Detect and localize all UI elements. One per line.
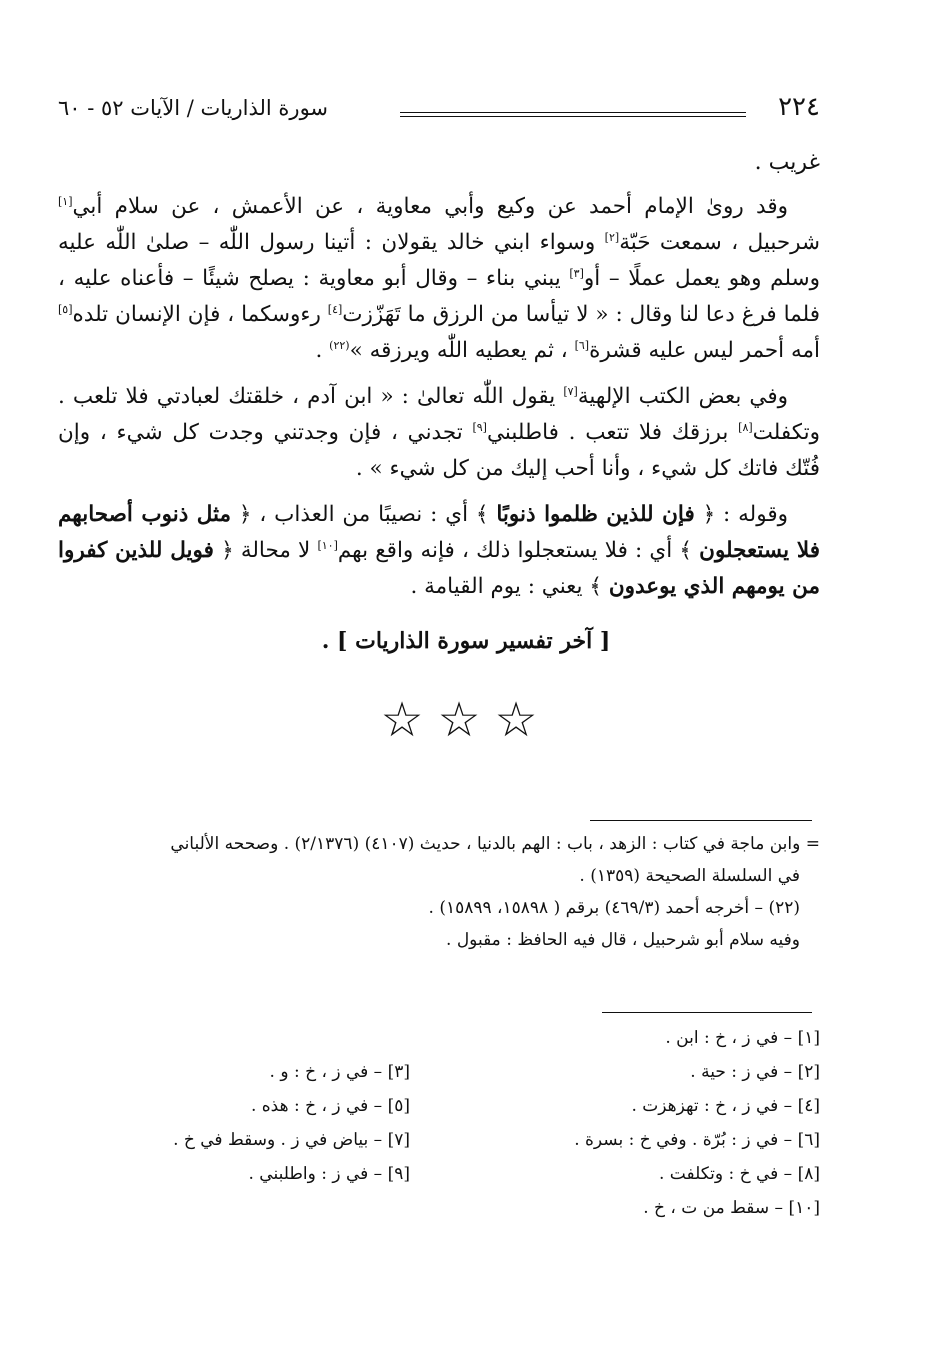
variant-note: [١] – في ز ، خ : ابن .	[665, 1028, 820, 1048]
text-run: ﴾ أي : نصيبًا من العذاب ، ﴿	[231, 502, 497, 527]
variant-row	[58, 1028, 820, 1062]
variants-rule	[602, 1012, 812, 1013]
footnote-line: = وابن ماجة في كتاب : الزهد ، باب : الهم بالدنيا ، حديث (٤١٠٧) (٢/١٣٧٦) . وصححه الألباني	[170, 834, 820, 854]
variant-note: [٤] – في ز ، خ : تهزهزت .	[631, 1096, 820, 1116]
text-run: شرحبيل ، سمعت حَبّة	[619, 230, 820, 255]
footnote-mark: [٦]	[574, 338, 590, 352]
text-run: يقول اللّٰه تعالىٰ : « ابن آدم ، خلقتك لعبادتي فلا تلعب . وتكفلت	[58, 384, 821, 445]
variant-note: [٨] – في خ : وتكلفت .	[659, 1164, 820, 1184]
variant-row	[58, 1198, 820, 1232]
footnote-mark: [١]	[58, 194, 73, 208]
text-run: رءوسكما ، فإن الإنسان تلده	[72, 302, 328, 327]
running-title: سورة الذاريات / الآيات ٥٢ - ٦٠	[58, 96, 329, 120]
variant-note: [٩] – في ز : واطلبني .	[248, 1164, 410, 1184]
text-run: ، ثم يعطيه اللّٰه ويرزقه »	[349, 338, 575, 363]
variant-row	[58, 1164, 820, 1198]
footnotes	[58, 828, 820, 956]
page-number: ٢٢٤	[778, 92, 820, 122]
paragraph-hadith	[58, 189, 820, 369]
variant-note: [٧] – بياض في ز . وسقط في خ .	[173, 1130, 410, 1150]
footnote-line: في السلسلة الصحيحة (١٣٥٩) .	[579, 866, 800, 886]
footnote-mark: [٧]	[563, 384, 578, 398]
paragraph-divine-books	[58, 379, 820, 487]
text-run: وقوله : ﴿	[694, 502, 788, 527]
variant-row	[58, 1062, 820, 1096]
variant-note: [٥] – في ز ، خ : هذه .	[250, 1096, 410, 1116]
footnote-line: (٢٢) – أخرجه أحمد (٤٦٩/٣) برقم ( ١٥٨٩٨، ١٥٨٩٩) .	[428, 898, 800, 918]
text-run: يبني بناء – وقال أبو معاوية : يصلح شيئًا – فأعناه عليه ، فلما فرغ دعا لنا وقال : « لا تيأسا من الرزق ما تَهَزّزت	[58, 266, 820, 327]
footnote-mark: [٣]	[569, 266, 584, 280]
text-run: ﴾ يعني : يوم القيامة .	[410, 574, 609, 599]
paragraph-tafsir	[58, 497, 820, 605]
text-run: وقد روىٰ الإمام أحمد عن وكيع وأبي معاوية ، عن الأعمش ، عن سلام أبي	[72, 194, 788, 219]
main-text	[58, 150, 820, 615]
text-run: تجدني ، فإن وجدتني وجدت كل شيء ، وإن فُتّك فاتك كل شيء ، وأنا أحب إليك من كل شيء » .	[58, 420, 820, 481]
variant-note: [٦] – في ز : بُرّة . وفي خ : بسرة .	[574, 1130, 820, 1150]
footnote-mark: [٥]	[58, 302, 73, 316]
footnote-mark: [٩]	[472, 420, 487, 434]
text-run: وفي بعض الكتب الإلهية	[577, 384, 788, 409]
text-run: ﴾ أي : فلا يستعجلوا ذلك ، فإنه واقع بهم	[337, 538, 700, 563]
manuscript-variants	[58, 1028, 820, 1232]
variant-note: [٣] – في ز ، خ : و .	[269, 1062, 410, 1082]
text-run: وسواء ابني خالد يقولان : أتينا رسول اللّٰه – صلىٰ اللّٰه عليه وسلم وهو يعمل عملًا – أو	[58, 230, 820, 291]
footnote-rule	[590, 820, 812, 821]
text-run: .	[315, 338, 330, 363]
footnote-mark: [٤]	[327, 302, 343, 316]
page-header	[58, 92, 820, 132]
footnote-mark: [١٠]	[317, 538, 338, 552]
variant-row	[58, 1130, 820, 1164]
text-line: غريب .	[754, 150, 820, 175]
variant-note: [٢] – في ز : حية .	[690, 1062, 820, 1082]
footnote-mark: (٢٢)	[329, 338, 350, 352]
footnote-mark: [٨]	[738, 420, 753, 434]
text-run: برزقك فلا تتعب . فاطلبني	[486, 420, 739, 445]
verse-text: فإن للذين ظلموا ذنوبًا	[496, 502, 695, 527]
text-run: أمه أحمر ليس عليه قشرة	[589, 338, 820, 363]
text-run: لا محالة ﴿	[213, 538, 318, 563]
variant-note: [١٠] – سقط من ت ، خ .	[643, 1198, 820, 1218]
header-rule	[400, 116, 746, 117]
verse-text: فويل للذين كفروا من يومهم الذي يوعدون	[58, 538, 820, 599]
header-rule	[400, 112, 746, 113]
surah-end-heading: [ آخر تفسير سورة الذاريات ] .	[321, 628, 611, 654]
footnote-mark: [٢]	[604, 230, 620, 244]
star-ornament: ☆☆☆	[380, 692, 552, 748]
variant-row	[58, 1096, 820, 1130]
footnote-line: وفيه سلام أبو شرحبيل ، قال فيه الحافظ : مقبول .	[446, 930, 800, 950]
verse-text: مثل ذنوب أصحابهم فلا يستعجلون	[58, 502, 820, 563]
